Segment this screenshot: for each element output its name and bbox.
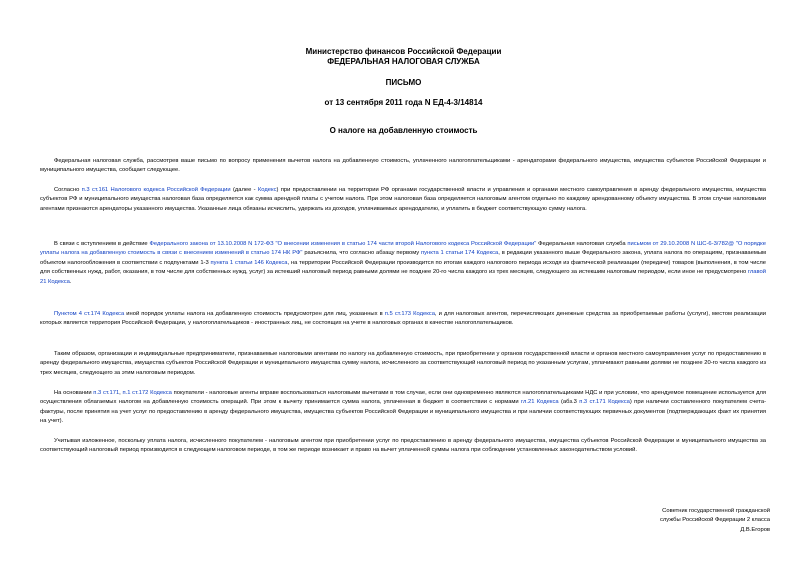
paragraph-7: Учитывая изложенное, поскольку уплата налога, исчисленного покупателем - налоговым агентом при приобретении услуг по предоставлению в аренду федерального имущества, имущества субъектов Российской Федерации и муниципального имущества за соответствующий налоговый период производится в следующем налоговом периоде, в том же периоде возникает и право на вычет уплаченной суммы налога при соблюдении установленных законодательством условий.: [40, 438, 766, 454]
text-span: ) при предоставлении на территории РФ органами государственной власти и управления и органами местного самоуправления в аренду федерального имущества, имущества субъектов РФ и муниципального имущества налоговая база определяется как сумма арендной платы с учетом налога. При этом налоговая база определяется налоговым агентом отдельно по каждому арендованному объекту имущества. В этом случае налоговыми агентами признаются арендаторы указанного имущества. Указанные лица обязаны исчислить, удержать из доходов, уплачиваемых арендодателю, и уплатить в бюджет соответствующую сумму налога.: [40, 187, 766, 212]
link-tax-code-161[interactable]: п.3 ст.161 Налогового кодекса Российской Федерации: [81, 187, 231, 193]
signature-position-line2: службы Российской Федерации 2 класса: [660, 517, 770, 524]
link-federal-law-172[interactable]: Федерального закона от 13.10.2008 N 172-ФЗ "О внесении изменения в статью 174 части второй Налогового кодекса Российской Федерации": [149, 241, 537, 247]
text-span: разъяснила, что согласно абзацу первому: [302, 250, 422, 257]
service-title: ФЕДЕРАЛЬНАЯ НАЛОГОВАЯ СЛУЖБА: [327, 57, 480, 66]
link-article-146[interactable]: пункта 1 статьи 146 Кодекса: [210, 259, 288, 266]
doc-subject: О налоге на добавленную стоимость: [329, 126, 478, 135]
link-chapter-21-p6[interactable]: гл.21 Кодекса: [521, 399, 559, 406]
paragraph-6: [40, 389, 766, 427]
text-span: покупатели - налоговые агенты вправе воспользоваться налоговыми вычетами в том случае, если они одновременно являются налогоплательщиками НДС и при условии, что арендуемое помещение используется для осуществления облагаемых налогом на добавленную стоимость операций. При этом к вычету принимается сумма налога, уплаченная в бюджет в соответствии с нормами: [40, 390, 766, 406]
signature-position-line1: Советник государственной гражданской: [662, 508, 770, 514]
link-article-171-abz3[interactable]: п.3 ст.171 Кодекса: [579, 399, 630, 406]
text-span: , и для налоговых агентов, перечисляющих денежные средства за приобретаемые работы (услуги), местом реализации которых является территория Российской Федерации, у налогоплательщиков - иностранных лиц, не состоящих на учете в налоговых органах в качестве налогоплательщиков.: [40, 311, 767, 327]
text-span: , в редакции указанного выше Федерального закона, уплата налога по операциям, признаваемым объектом налогообложения в соответствии с подпунктами 1-3: [40, 250, 767, 266]
paragraph-3: [40, 240, 766, 287]
text-span: , на территории Российской Федерации производится по итогам каждого налогового периода исходя из фактической реализации (передачи) товаров (выполнения, в том числе для собственных нужд, работ, оказания, в том числе для собственных нужд, услуг) за истекший налоговый период равными долями не позднее 20-го числа каждого из трех месяцев, следующего за истекшим налоговым периодом, если иное не предусмотрено: [40, 259, 766, 276]
paragraph-2: [40, 186, 766, 214]
link-article-171[interactable]: п.3 ст.171: [93, 390, 120, 396]
text-span: .: [69, 278, 72, 285]
doc-date-number: от 13 сентября 2011 года N ЕД-4-3/14814: [324, 98, 483, 107]
link-article-172[interactable]: п.1 ст.172 Кодекса: [122, 390, 172, 396]
doc-type: ПИСЬМО: [385, 78, 422, 87]
text-span: иной порядок уплаты налога на добавленную стоимость предусмотрен для лиц, указанных в: [124, 311, 385, 317]
link-article-174[interactable]: пункта 1 статьи 174 Кодекса: [421, 250, 499, 257]
link-code[interactable]: Кодекс: [257, 187, 277, 193]
text-span: На основании: [54, 390, 94, 396]
link-article-173[interactable]: п.5 ст.173 Кодекса: [384, 311, 435, 317]
text-span: Согласно: [54, 187, 82, 193]
link-letter-782[interactable]: письмом от 29.10.2008 N ШС-6-3/782@ "О порядке уплаты налога на добавленную стоимость в связи с внесением изменений в статью 174 НК РФ": [40, 241, 767, 257]
text-span: ,: [119, 390, 123, 396]
text-span: (абз.3: [558, 399, 580, 406]
text-span: Федеральная налоговая служба: [536, 241, 628, 247]
ministry-title: Министерство финансов Российской Федерации: [305, 47, 502, 56]
text-span: ) при наличии составленного покупателем счета-фактуры, после принятия на учет услуг по предоставлению в аренду федерального имущества, имущества субъектов Российской Федерации и муниципального имущества и при наличии соответствующих первичных документов (подтверждающих факт их принятия на учет).: [40, 399, 767, 425]
text-span: В связи с вступлением в действие: [54, 241, 150, 247]
paragraph-4: [40, 310, 766, 329]
paragraph-1: Федеральная налоговая служба, рассмотрев ваше письмо по вопросу применения вычетов налога на добавленную стоимость, уплаченного налогоплательщиками - арендаторами федерального имущества, имущества субъектов Российской Федерации и муниципального имущества, сообщает следующее.: [40, 158, 766, 174]
paragraph-5: Таким образом, организации и индивидуальные предприниматели, признаваемые налоговыми агентами по налогу на добавленную стоимость, при приобретении у органов государственной власти и органов местного самоуправления услуг по предоставлению в аренду федерального имущества, имущества субъектов Российской Федерации и муниципального имущества сумму налога, исчисленного за соответствующий налоговый период по указанным услугам, уплачивают равными долями не позднее 20-го числа каждого из трех месяцев, следующего за этим налоговым периодом.: [40, 351, 766, 376]
link-article-174-p4[interactable]: Пунктом 4 ст.174 Кодекса: [54, 311, 125, 317]
signature-block: [660, 507, 770, 535]
signature-name: Д.В.Егоров: [740, 526, 770, 533]
text-span: (далее -: [230, 187, 258, 193]
link-chapter-21[interactable]: главой 21 Кодекса: [40, 269, 766, 285]
